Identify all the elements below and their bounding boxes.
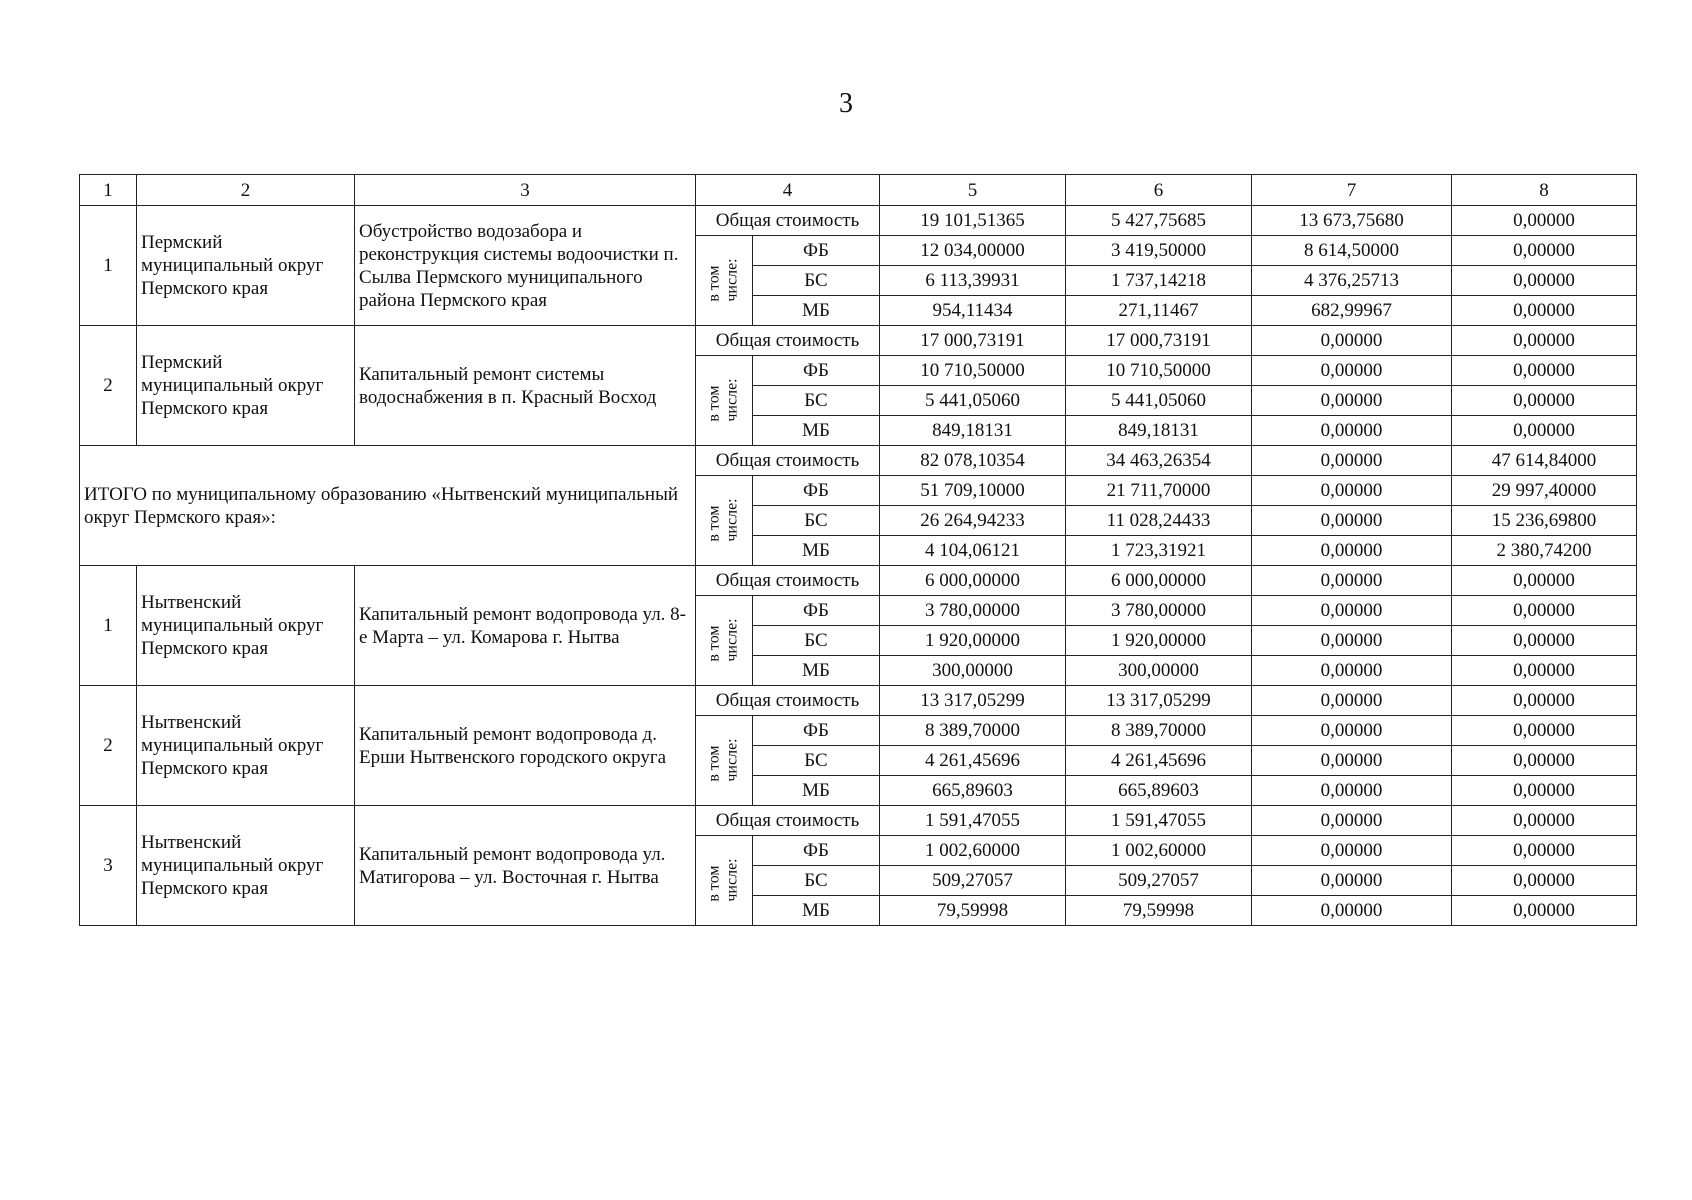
total-cost-label: Общая стоимость bbox=[696, 686, 880, 716]
funding-source-label: БС bbox=[753, 386, 880, 416]
funding-value: 0,00000 bbox=[1252, 716, 1452, 746]
total-cost-label: Общая стоимость bbox=[696, 446, 880, 476]
funding-value: 1 920,00000 bbox=[1066, 626, 1252, 656]
total-cost-value: 0,00000 bbox=[1452, 326, 1637, 356]
funding-value: 4 261,45696 bbox=[1066, 746, 1252, 776]
funding-value: 12 034,00000 bbox=[880, 236, 1066, 266]
funding-value: 0,00000 bbox=[1452, 746, 1637, 776]
col-number-6: 6 bbox=[1066, 175, 1252, 206]
funding-source-label: БС bbox=[753, 866, 880, 896]
funding-value: 0,00000 bbox=[1452, 866, 1637, 896]
funding-source-label: МБ bbox=[753, 416, 880, 446]
funding-value: 300,00000 bbox=[1066, 656, 1252, 686]
page-number: 3 bbox=[839, 88, 853, 119]
project-total-row bbox=[80, 686, 1637, 716]
total-cost-value: 34 463,26354 bbox=[1066, 446, 1252, 476]
funding-source-label: БС bbox=[753, 266, 880, 296]
project-name: Капитальный ремонт водопровода ул. 8-е Марта – ул. Комарова г. Нытва bbox=[355, 566, 696, 686]
funding-value: 4 261,45696 bbox=[880, 746, 1066, 776]
funding-value: 5 441,05060 bbox=[880, 386, 1066, 416]
total-cost-value: 19 101,51365 bbox=[880, 206, 1066, 236]
funding-value: 6 113,39931 bbox=[880, 266, 1066, 296]
total-cost-value: 0,00000 bbox=[1452, 566, 1637, 596]
funding-value: 3 780,00000 bbox=[1066, 596, 1252, 626]
funding-value: 10 710,50000 bbox=[880, 356, 1066, 386]
funding-value: 0,00000 bbox=[1252, 476, 1452, 506]
total-cost-value: 0,00000 bbox=[1452, 686, 1637, 716]
project-number: 3 bbox=[80, 806, 137, 926]
funding-value: 26 264,94233 bbox=[880, 506, 1066, 536]
funding-value: 0,00000 bbox=[1252, 416, 1452, 446]
funding-value: 29 997,40000 bbox=[1452, 476, 1637, 506]
funding-value: 954,11434 bbox=[880, 296, 1066, 326]
funding-value: 1 737,14218 bbox=[1066, 266, 1252, 296]
project-number: 1 bbox=[80, 566, 137, 686]
including-text: в том числе: bbox=[706, 618, 741, 662]
funding-value: 1 723,31921 bbox=[1066, 536, 1252, 566]
region-name: Пермский муниципальный округ Пермского края bbox=[137, 326, 355, 446]
funding-source-label: ФБ bbox=[753, 836, 880, 866]
funding-value: 271,11467 bbox=[1066, 296, 1252, 326]
funding-source-label: БС bbox=[753, 626, 880, 656]
funding-value: 0,00000 bbox=[1452, 626, 1637, 656]
funding-value: 0,00000 bbox=[1452, 266, 1637, 296]
total-cost-value: 13 673,75680 bbox=[1252, 206, 1452, 236]
project-name: Капитальный ремонт системы водоснабжения в п. Красный Восход bbox=[355, 326, 696, 446]
col-number-4: 4 bbox=[696, 175, 880, 206]
total-cost-value: 82 078,10354 bbox=[880, 446, 1066, 476]
funding-value: 0,00000 bbox=[1252, 866, 1452, 896]
col-number-7: 7 bbox=[1252, 175, 1452, 206]
including-text: в том числе: bbox=[706, 498, 741, 542]
including-text: в том числе: bbox=[706, 738, 741, 782]
funding-value: 4 376,25713 bbox=[1252, 266, 1452, 296]
region-name: Нытвенский муниципальный округ Пермского края bbox=[137, 806, 355, 926]
funding-value: 8 389,70000 bbox=[1066, 716, 1252, 746]
grand-total-label: ИТОГО по муниципальному образованию «Нытвенский муниципальный округ Пермского края»: bbox=[80, 446, 696, 566]
funding-value: 0,00000 bbox=[1252, 356, 1452, 386]
funding-value: 0,00000 bbox=[1452, 296, 1637, 326]
including-label bbox=[696, 476, 753, 566]
funding-source-label: МБ bbox=[753, 656, 880, 686]
region-name: Пермский муниципальный округ Пермского края bbox=[137, 206, 355, 326]
total-cost-value: 5 427,75685 bbox=[1066, 206, 1252, 236]
funding-value: 0,00000 bbox=[1252, 596, 1452, 626]
project-total-row bbox=[80, 326, 1637, 356]
funding-value: 0,00000 bbox=[1252, 896, 1452, 926]
funding-source-label: ФБ bbox=[753, 596, 880, 626]
including-text: в том числе: bbox=[706, 258, 741, 302]
funding-value: 849,18131 bbox=[880, 416, 1066, 446]
funding-source-label: МБ bbox=[753, 776, 880, 806]
funding-value: 0,00000 bbox=[1452, 236, 1637, 266]
including-label bbox=[696, 356, 753, 446]
project-total-row bbox=[80, 206, 1637, 236]
col-number-5: 5 bbox=[880, 175, 1066, 206]
funding-value: 21 711,70000 bbox=[1066, 476, 1252, 506]
funding-source-label: МБ bbox=[753, 896, 880, 926]
project-name: Капитальный ремонт водопровода ул. Матигорова – ул. Восточная г. Нытва bbox=[355, 806, 696, 926]
funding-value: 4 104,06121 bbox=[880, 536, 1066, 566]
funding-value: 79,59998 bbox=[880, 896, 1066, 926]
funding-source-label: ФБ bbox=[753, 716, 880, 746]
including-label bbox=[696, 716, 753, 806]
region-name: Нытвенский муниципальный округ Пермского края bbox=[137, 566, 355, 686]
total-cost-value: 1 591,47055 bbox=[880, 806, 1066, 836]
project-name: Капитальный ремонт водопровода д. Ерши Нытвенского городского округа bbox=[355, 686, 696, 806]
funding-value: 0,00000 bbox=[1252, 836, 1452, 866]
including-label bbox=[696, 236, 753, 326]
funding-value: 1 002,60000 bbox=[880, 836, 1066, 866]
funding-value: 3 419,50000 bbox=[1066, 236, 1252, 266]
project-name: Обустройство водозабора и реконструкция системы водоочистки п. Сылва Пермского муниципального района Пермского края bbox=[355, 206, 696, 326]
funding-source-label: ФБ bbox=[753, 476, 880, 506]
total-cost-value: 6 000,00000 bbox=[1066, 566, 1252, 596]
total-cost-label: Общая стоимость bbox=[696, 566, 880, 596]
funding-table bbox=[79, 174, 1637, 926]
col-number-8: 8 bbox=[1452, 175, 1637, 206]
funding-value: 682,99967 bbox=[1252, 296, 1452, 326]
funding-value: 0,00000 bbox=[1252, 656, 1452, 686]
funding-value: 1 920,00000 bbox=[880, 626, 1066, 656]
funding-value: 8 614,50000 bbox=[1252, 236, 1452, 266]
funding-value: 300,00000 bbox=[880, 656, 1066, 686]
funding-value: 509,27057 bbox=[880, 866, 1066, 896]
funding-value: 665,89603 bbox=[880, 776, 1066, 806]
total-cost-value: 0,00000 bbox=[1452, 206, 1637, 236]
total-cost-value: 17 000,73191 bbox=[1066, 326, 1252, 356]
funding-value: 0,00000 bbox=[1452, 596, 1637, 626]
funding-value: 79,59998 bbox=[1066, 896, 1252, 926]
total-cost-value: 0,00000 bbox=[1252, 446, 1452, 476]
grand-total-row bbox=[80, 446, 1637, 476]
funding-source-label: БС bbox=[753, 506, 880, 536]
funding-value: 0,00000 bbox=[1452, 416, 1637, 446]
funding-source-label: ФБ bbox=[753, 356, 880, 386]
funding-value: 3 780,00000 bbox=[880, 596, 1066, 626]
total-cost-value: 0,00000 bbox=[1452, 806, 1637, 836]
total-cost-value: 0,00000 bbox=[1252, 806, 1452, 836]
funding-value: 0,00000 bbox=[1252, 536, 1452, 566]
total-cost-label: Общая стоимость bbox=[696, 326, 880, 356]
funding-source-label: ФБ bbox=[753, 236, 880, 266]
total-cost-value: 13 317,05299 bbox=[1066, 686, 1252, 716]
funding-value: 8 389,70000 bbox=[880, 716, 1066, 746]
total-cost-label: Общая стоимость bbox=[696, 206, 880, 236]
funding-value: 10 710,50000 bbox=[1066, 356, 1252, 386]
funding-value: 0,00000 bbox=[1452, 716, 1637, 746]
col-number-3: 3 bbox=[355, 175, 696, 206]
funding-value: 0,00000 bbox=[1252, 386, 1452, 416]
funding-source-label: МБ bbox=[753, 536, 880, 566]
total-cost-value: 0,00000 bbox=[1252, 326, 1452, 356]
funding-value: 0,00000 bbox=[1452, 356, 1637, 386]
funding-value: 2 380,74200 bbox=[1452, 536, 1637, 566]
including-text: в том числе: bbox=[706, 858, 741, 902]
funding-value: 1 002,60000 bbox=[1066, 836, 1252, 866]
funding-value: 0,00000 bbox=[1452, 896, 1637, 926]
including-text: в том числе: bbox=[706, 378, 741, 422]
funding-value: 0,00000 bbox=[1252, 746, 1452, 776]
total-cost-value: 6 000,00000 bbox=[880, 566, 1066, 596]
total-cost-value: 0,00000 bbox=[1252, 566, 1452, 596]
col-number-2: 2 bbox=[137, 175, 355, 206]
including-label bbox=[696, 836, 753, 926]
funding-value: 15 236,69800 bbox=[1452, 506, 1637, 536]
region-name: Нытвенский муниципальный округ Пермского края bbox=[137, 686, 355, 806]
funding-value: 11 028,24433 bbox=[1066, 506, 1252, 536]
col-number-1: 1 bbox=[80, 175, 137, 206]
total-cost-value: 47 614,84000 bbox=[1452, 446, 1637, 476]
funding-value: 5 441,05060 bbox=[1066, 386, 1252, 416]
total-cost-value: 1 591,47055 bbox=[1066, 806, 1252, 836]
project-total-row bbox=[80, 806, 1637, 836]
funding-value: 0,00000 bbox=[1252, 776, 1452, 806]
funding-value: 0,00000 bbox=[1452, 656, 1637, 686]
project-number: 2 bbox=[80, 686, 137, 806]
project-number: 2 bbox=[80, 326, 137, 446]
funding-value: 51 709,10000 bbox=[880, 476, 1066, 506]
funding-value: 0,00000 bbox=[1252, 626, 1452, 656]
funding-value: 849,18131 bbox=[1066, 416, 1252, 446]
total-cost-value: 13 317,05299 bbox=[880, 686, 1066, 716]
funding-value: 665,89603 bbox=[1066, 776, 1252, 806]
funding-value: 0,00000 bbox=[1252, 506, 1452, 536]
project-number: 1 bbox=[80, 206, 137, 326]
column-number-row bbox=[80, 175, 1637, 206]
funding-source-label: БС bbox=[753, 746, 880, 776]
including-label bbox=[696, 596, 753, 686]
funding-source-label: МБ bbox=[753, 296, 880, 326]
funding-value: 509,27057 bbox=[1066, 866, 1252, 896]
total-cost-value: 17 000,73191 bbox=[880, 326, 1066, 356]
funding-value: 0,00000 bbox=[1452, 836, 1637, 866]
funding-value: 0,00000 bbox=[1452, 776, 1637, 806]
project-total-row bbox=[80, 566, 1637, 596]
total-cost-value: 0,00000 bbox=[1252, 686, 1452, 716]
funding-value: 0,00000 bbox=[1452, 386, 1637, 416]
total-cost-label: Общая стоимость bbox=[696, 806, 880, 836]
